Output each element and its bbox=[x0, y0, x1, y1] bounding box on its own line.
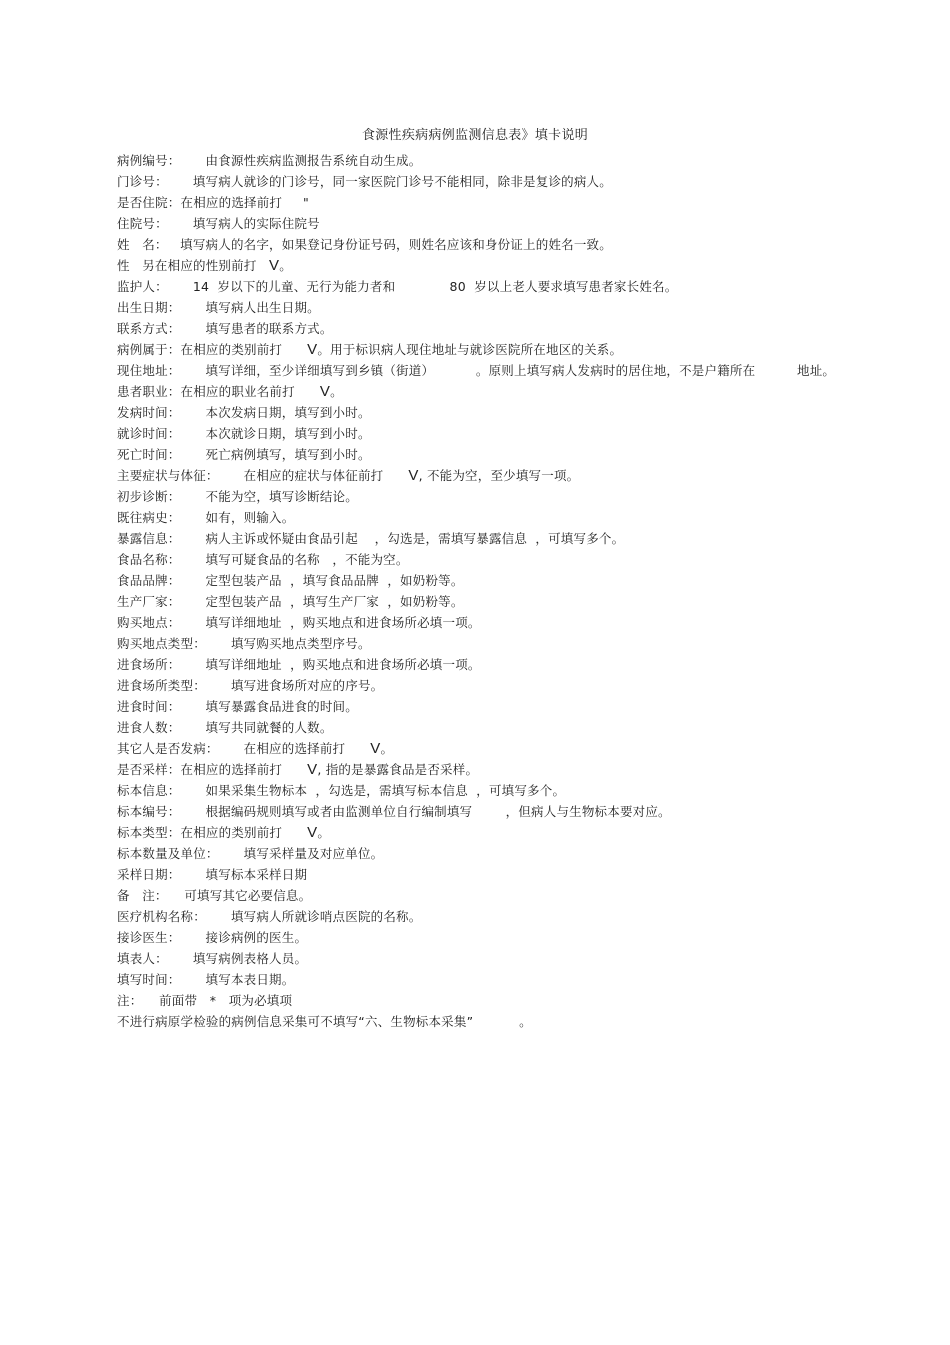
field-label: 进食人数： bbox=[117, 720, 181, 735]
field-description: 填写详细，至少详细填写到乡镇（街道） 。原则上填写病人发病时的居住地，不是户籍所在 地址。 bbox=[180, 363, 836, 378]
field-label: 进食场所： bbox=[117, 657, 181, 672]
instruction-line bbox=[117, 360, 937, 381]
field-label: 进食场所类型： bbox=[117, 678, 206, 693]
field-description: 填写病人的名字，如果登记身份证号码，则姓名应该和身份证上的姓名一致。 bbox=[167, 237, 612, 252]
instruction-line bbox=[117, 780, 937, 801]
field-description: 填写购买地点类型序号。 bbox=[205, 636, 371, 651]
instruction-line bbox=[117, 990, 937, 1011]
instruction-line bbox=[117, 759, 937, 780]
field-description: 填写可疑食品的名称 ，不能为空。 bbox=[180, 552, 409, 567]
field-label: 标本数量及单位： bbox=[117, 846, 219, 861]
instruction-line bbox=[117, 927, 937, 948]
field-label: 注： bbox=[117, 993, 143, 1008]
field-description: 根据编码规则填写或者由监测单位自行编制填写 ，但病人与生物标本要对应。 bbox=[180, 804, 671, 819]
field-description-tail: 。 bbox=[380, 741, 394, 756]
field-label: 购买地点类型： bbox=[117, 636, 206, 651]
field-label: 就诊时间： bbox=[117, 426, 181, 441]
field-label: 住院号： bbox=[117, 216, 168, 231]
field-description: 在相应的职业名前打 bbox=[180, 384, 320, 399]
checkmark-symbol: V bbox=[307, 824, 318, 841]
field-description-tail: 。 bbox=[317, 825, 331, 840]
instruction-line bbox=[117, 969, 937, 990]
field-label: 食品名称： bbox=[117, 552, 181, 567]
field-label: 标本信息： bbox=[117, 783, 181, 798]
field-label: 填表人： bbox=[117, 951, 168, 966]
field-description: 在相应的选择前打 " bbox=[180, 195, 309, 210]
field-description: 不进行病原学检验的病例信息采集可不填写“六、生物标本采集” 。 bbox=[117, 1014, 532, 1029]
instruction-line bbox=[117, 948, 937, 969]
field-description: 在相应的性别前打 bbox=[154, 258, 270, 273]
field-label: 填写时间： bbox=[117, 972, 181, 987]
field-description: 填写病人就诊的门诊号，同一家医院门诊号不能相同，除非是复诊的病人。 bbox=[167, 174, 612, 189]
field-description: 填写标本采样日期 bbox=[180, 867, 308, 882]
instruction-line bbox=[117, 171, 937, 192]
field-description: 在相应的症状与体征前打 bbox=[218, 468, 409, 483]
field-description: 可填写其它必要信息。 bbox=[167, 888, 312, 903]
field-description: 14 岁以下的儿童、无行为能力者和 80 岁以上老人要求填写患者家长姓名。 bbox=[167, 279, 678, 294]
instruction-line bbox=[117, 465, 937, 486]
instruction-line bbox=[117, 906, 937, 927]
field-label: 采样日期： bbox=[117, 867, 181, 882]
field-description-tail: , 不能为空，至少填写一项。 bbox=[418, 468, 580, 483]
field-description-tail: 。 bbox=[279, 258, 292, 273]
instruction-line bbox=[117, 612, 937, 633]
field-label: 联系方式： bbox=[117, 321, 181, 336]
instruction-line bbox=[117, 654, 937, 675]
field-description-tail: , 指的是暴露食品是否采样。 bbox=[317, 762, 479, 777]
field-label: 患者职业： bbox=[117, 384, 181, 399]
checkmark-symbol: V bbox=[408, 467, 419, 484]
field-description: 接诊病例的医生。 bbox=[180, 930, 308, 945]
field-description: 定型包装产品 ，填写生产厂家 ，如奶粉等。 bbox=[180, 594, 464, 609]
instruction-line bbox=[117, 150, 937, 171]
field-label: 发病时间： bbox=[117, 405, 181, 420]
field-label: 购买地点： bbox=[117, 615, 181, 630]
field-description: 填写详细地址 ，购买地点和进食场所必填一项。 bbox=[180, 615, 481, 630]
field-label: 暴露信息： bbox=[117, 531, 181, 546]
field-description: 填写病人所就诊哨点医院的名称。 bbox=[205, 909, 422, 924]
instruction-line bbox=[117, 192, 937, 213]
instruction-line bbox=[117, 801, 937, 822]
instruction-line bbox=[117, 717, 937, 738]
instruction-line bbox=[117, 402, 937, 423]
instruction-line bbox=[117, 822, 937, 843]
field-description: 在相应的类别前打 bbox=[180, 825, 308, 840]
instruction-line bbox=[117, 591, 937, 612]
field-label: 监护人： bbox=[117, 279, 168, 294]
field-description-tail: 。 bbox=[330, 384, 343, 399]
instruction-line bbox=[117, 843, 937, 864]
field-description: 如果采集生物标本 ，勾选是，需填写标本信息 ，可填写多个。 bbox=[180, 783, 566, 798]
field-label: 进食时间： bbox=[117, 699, 181, 714]
instruction-line bbox=[117, 738, 937, 759]
field-description: 填写患者的联系方式。 bbox=[180, 321, 333, 336]
field-description: 在相应的选择前打 bbox=[180, 762, 308, 777]
field-label: 病例属于： bbox=[117, 342, 181, 357]
instruction-line bbox=[117, 675, 937, 696]
field-label: 现住地址： bbox=[117, 363, 181, 378]
field-description: 由食源性疾病监测报告系统自动生成。 bbox=[180, 153, 422, 168]
field-description: 病人主诉或怀疑由食品引起 ，勾选是，需填写暴露信息 ，可填写多个。 bbox=[180, 531, 625, 546]
field-label: 食品品牌： bbox=[117, 573, 181, 588]
checkmark-symbol: V bbox=[269, 257, 280, 274]
instruction-line bbox=[117, 696, 937, 717]
field-label: 是否住院： bbox=[117, 195, 181, 210]
field-label: 主要症状与体征： bbox=[117, 468, 219, 483]
instruction-line bbox=[117, 381, 937, 402]
field-description: 如有，则输入。 bbox=[180, 510, 295, 525]
instruction-line bbox=[117, 528, 937, 549]
field-description: 死亡病例填写，填写到小时。 bbox=[180, 447, 371, 462]
field-label: 初步诊断： bbox=[117, 489, 181, 504]
field-label: 姓 名： bbox=[117, 237, 168, 252]
field-description: 不能为空，填写诊断结论。 bbox=[180, 489, 358, 504]
field-label: 门诊号： bbox=[117, 174, 168, 189]
field-description: 填写本表日期。 bbox=[180, 972, 295, 987]
instruction-line bbox=[117, 633, 937, 654]
instruction-line bbox=[117, 234, 937, 255]
field-description: 定型包装产品 ，填写食品品牌 ，如奶粉等。 bbox=[180, 573, 464, 588]
checkmark-symbol: V bbox=[319, 383, 331, 400]
instruction-line bbox=[117, 549, 937, 570]
field-description-tail: 。用于标识病人现住地址与就诊医院所在地区的关系。 bbox=[317, 342, 623, 357]
field-description: 填写采样量及对应单位。 bbox=[218, 846, 384, 861]
field-description: 在相应的类别前打 bbox=[180, 342, 308, 357]
field-description: 填写病人出生日期。 bbox=[180, 300, 320, 315]
instruction-line bbox=[117, 423, 937, 444]
field-description: 填写病人的实际住院号 bbox=[167, 216, 320, 231]
instruction-line bbox=[117, 297, 937, 318]
field-label: 备 注： bbox=[117, 888, 168, 903]
field-label: 标本编号： bbox=[117, 804, 181, 819]
instruction-line bbox=[117, 864, 937, 885]
field-label: 是否采样： bbox=[117, 762, 181, 777]
field-description: 填写进食场所对应的序号。 bbox=[205, 678, 384, 693]
field-description: 填写病例表格人员。 bbox=[167, 951, 308, 966]
instruction-line bbox=[117, 276, 937, 297]
document-title: 食源性疾病病例监测信息表》填卡说明 bbox=[361, 128, 589, 143]
field-label: 病例编号： bbox=[117, 153, 181, 168]
field-label: 性 另 bbox=[117, 258, 155, 273]
instruction-line bbox=[117, 339, 937, 360]
field-description: 本次就诊日期，填写到小时。 bbox=[180, 426, 371, 441]
field-label: 其它人是否发病： bbox=[117, 741, 219, 756]
field-description: 填写共同就餐的人数。 bbox=[180, 720, 333, 735]
instruction-line bbox=[117, 507, 937, 528]
instruction-line bbox=[117, 213, 937, 234]
field-description: 前面带 * 项为必填项 bbox=[142, 993, 293, 1008]
field-label: 医疗机构名称： bbox=[117, 909, 206, 924]
instruction-line bbox=[117, 570, 937, 591]
field-label: 死亡时间： bbox=[117, 447, 181, 462]
instruction-line bbox=[117, 318, 937, 339]
instruction-line bbox=[117, 444, 937, 465]
field-description: 填写暴露食品进食的时间。 bbox=[180, 699, 358, 714]
instruction-line bbox=[117, 885, 937, 906]
instruction-line bbox=[117, 1011, 937, 1032]
field-description: 在相应的选择前打 bbox=[218, 741, 371, 756]
checkmark-symbol: V bbox=[307, 341, 318, 358]
field-label: 生产厂家： bbox=[117, 594, 181, 609]
field-label: 接诊医生： bbox=[117, 930, 181, 945]
instruction-line bbox=[117, 255, 937, 276]
field-label: 标本类型： bbox=[117, 825, 181, 840]
field-description: 填写详细地址 ，购买地点和进食场所必填一项。 bbox=[180, 657, 481, 672]
field-description: 本次发病日期，填写到小时。 bbox=[180, 405, 371, 420]
instruction-list bbox=[117, 150, 937, 1032]
checkmark-symbol: V bbox=[370, 740, 381, 757]
instruction-line bbox=[117, 486, 937, 507]
checkmark-symbol: V bbox=[307, 761, 318, 778]
field-label: 出生日期： bbox=[117, 300, 181, 315]
field-label: 既往病史： bbox=[117, 510, 181, 525]
